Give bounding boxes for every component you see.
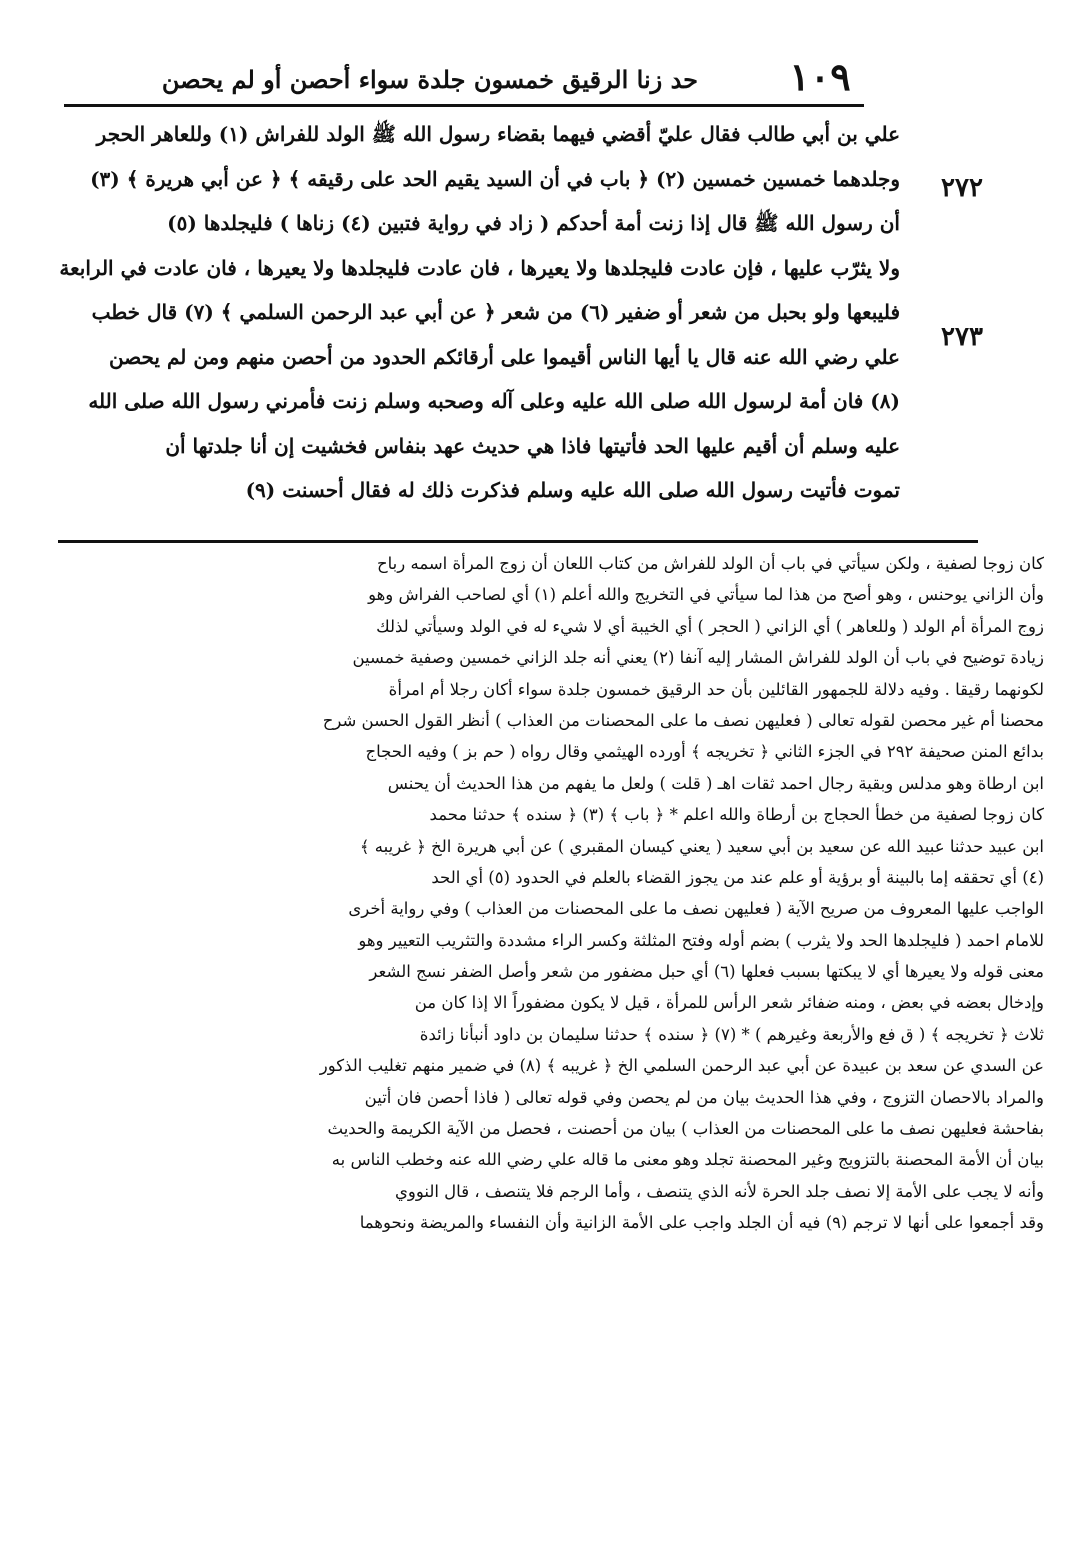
footnote-line: لكونهما رقيقا . وفيه دلالة للجمهور القائلين بأن حد الرقيق خمسون جلدة سواء أكان رجلا أم امرأة [388,679,1044,699]
footnote-line: كان زوجا لصفية ، ولكن سيأتي في باب أن الولد للفراش من كتاب اللعان أن زوج المرأة اسمه رباح [376,554,1044,573]
footnote-line: ابن عبيد حدثنا عبيد الله عن سعيد بن أبي سعيد ( يعني كيسان المقبري ) عن أبي هريرة الخ ﴿ غريبه ﴾ [359,836,1044,856]
footnote-line: الواجب عليها المعروف من صريح الآية ( فعليهن نصف ما على المحصنات من العذاب ) وفي رواية أخرى [348,899,1044,919]
footnote-line: وإدخال بعضه في بعض ، ومنه ضفائر شعر الرأس للمرأة ، قيل لا يكون مضفوراً الا إذا كان من [414,993,1044,1013]
hadith-number-272: ٢٧٢ [941,173,983,203]
footnote-line: زيادة توضيح في باب أن الولد للفراش المشار إليه آنفا (٢) يعني أنه جلد الزاني خمسين وصفية خمسين [352,648,1044,668]
header-rule [64,104,864,107]
main-text [50,112,900,532]
footnote-line: (٤) أي تحققه إما بالبينة أو برؤية أو علم عند من يجوز القضاء بالعلم في الحدود (٥) أي الحد [431,867,1044,887]
main-text-line: عليه وسلم أن أقيم عليها الحد فأتيتها فاذا هي حديث عهد بنفاس فخشيت إن أنا جلدتها أن [165,433,900,458]
footnote-line: وقد أجمعوا على أنها لا ترجم (٩) فيه أن الجلد واجب على الأمة الزانية وأن النفساء والمريضة ونحوهما [359,1213,1044,1233]
main-text-line: ولا يثرّب عليها ، فإن عادت فليجلدها ولا يعيرها ، فان عادت فليجلدها ولا يعيرها ، فان عادت في الرابعة [59,255,900,280]
footnote-line: كان زوجا لصفية من خطأ الحجاج بن أرطاة والله اعلم * ﴿ باب ﴾ (٣) ﴿ سنده ﴾ حدثنا محمد [429,805,1044,825]
footnote-line: ثلاث ﴿ تخريجه ﴾ ( ق فع والأربعة وغيرهم ) * (٧) ﴿ سنده ﴾ حدثنا سليمان بن داود أنبأنا زائدة [419,1024,1044,1044]
footnote-line: والمراد بالاحصان التزوج ، وفي هذا الحديث بيان من لم يحصن وفي قوله تعالى ( فاذا أحصن فان أتين [364,1087,1044,1107]
footnote-line: عن السدي عن سعد بن عبيدة عن أبي عبد الرحمن السلمي الخ ﴿ غريبه ﴾ (٨) في ضمير منهم تغليب الذكور [319,1056,1044,1076]
footnotes [44,548,1044,1508]
footnote-line: ابن ارطاة وهو مدلس وبقية رجال احمد ثقات اهـ ( قلت ) ولعل ما يفهم من هذا الحديث أن يحنس [387,773,1044,793]
main-text-line: وجلدهما خمسين خمسين (٢) ﴿ باب في أن السيد يقيم الحد على رقيقه ﴾ ﴿ عن أبي هريرة ﴾ (٣) [90,166,900,191]
footnote-line: للامام احمد ( فليجلدها الحد ولا يثرب ) بضم أوله وفتح المثلثة وكسر الراء مشددة والتثريب التعيير وهو [358,930,1044,950]
main-text-line: فليبعها ولو بحبل من شعر أو ضفير (٦) من شعر ﴿ عن أبي عبد الرحمن السلمي ﴾ (٧) قال خطب [91,300,900,324]
footnote-line: بفاحشة فعليهن نصف ما على المحصنات من العذاب ) بيان من أحصنت ، فحصل من الآية الكريمة والحديث [327,1119,1044,1139]
footnote-divider [58,540,978,543]
footnote-line: زوج المرأة أم الولد ( وللعاهر ) أي الزاني ( الحجر ) أي الخيبة أي لا شيء له في الولد وسيأتي لذلك [376,616,1044,636]
hadith-number-273: ٢٧٣ [941,322,983,352]
main-text-line: تموت فأتيت رسول الله صلى الله عليه وسلم فذكرت ذلك له فقال أحسنت (٩) [245,478,900,502]
running-title: حد زنا الرقيق خمسون جلدة سواء أحصن أو لم يحصن [161,65,698,94]
footnote-line: وأنه لا يجب على الأمة إلا نصف جلد الحرة لأنه الذي يتنصف ، وأما الرجم فلا يتنصف ، قال النووي [394,1181,1044,1201]
footnote-line: بيان أن الأمة المحصنة بالتزويج وغير المحصنة تجلد وهو معنى ما قاله علي رضي الله عنه وخطب الناس به [331,1150,1044,1170]
footnote-line: معنى قوله ولا يعيرها أي لا يبكتها بسبب فعلها (٦) أي حبل مضفور من شعر وأصل الضفر نسج الشعر [369,962,1044,982]
footnote-line: بدائع المنن صحيفة ٢٩٢ في الجزء الثاني ﴿ تخريجه ﴾ أورده الهيثمي وقال رواه ( حم بز ) وفيه الحجاج [365,742,1044,762]
page-number: ١٠٩ [789,54,851,99]
main-text-line: علي رضي الله عنه قال يا أيها الناس أقيموا على أرقائكم الحدود من أحصن منهم ومن لم يحصن [108,344,900,369]
main-text-line: أن رسول الله ﷺ قال إذا زنت أمة أحدكم ( زاد في رواية فتبين (٤) زناها ) فليجلدها (٥) [167,211,900,235]
main-text-line: (٨) فان أمة لرسول الله صلى الله عليه وعلى آله وصحبه وسلم زنت فأمرني رسول الله صلى الله [88,389,900,413]
footnote-line: وأن الزاني يوحنس ، وهو أصح من هذا لما سيأتي في التخريج والله أعلم (١) أي لصاحب الفراش وهو [368,585,1044,605]
main-text-line: علي بن أبي طالب فقال عليّ أقضي فيهما بقضاء رسول الله ﷺ الولد للفراش (١) وللعاهر الحجر [96,122,900,146]
footnote-line: محصنا أم غير محصن لقوله تعالى ( فعليهن نصف ما على المحصنات من العذاب ) أنظر القول الحسن شرح [322,710,1044,730]
